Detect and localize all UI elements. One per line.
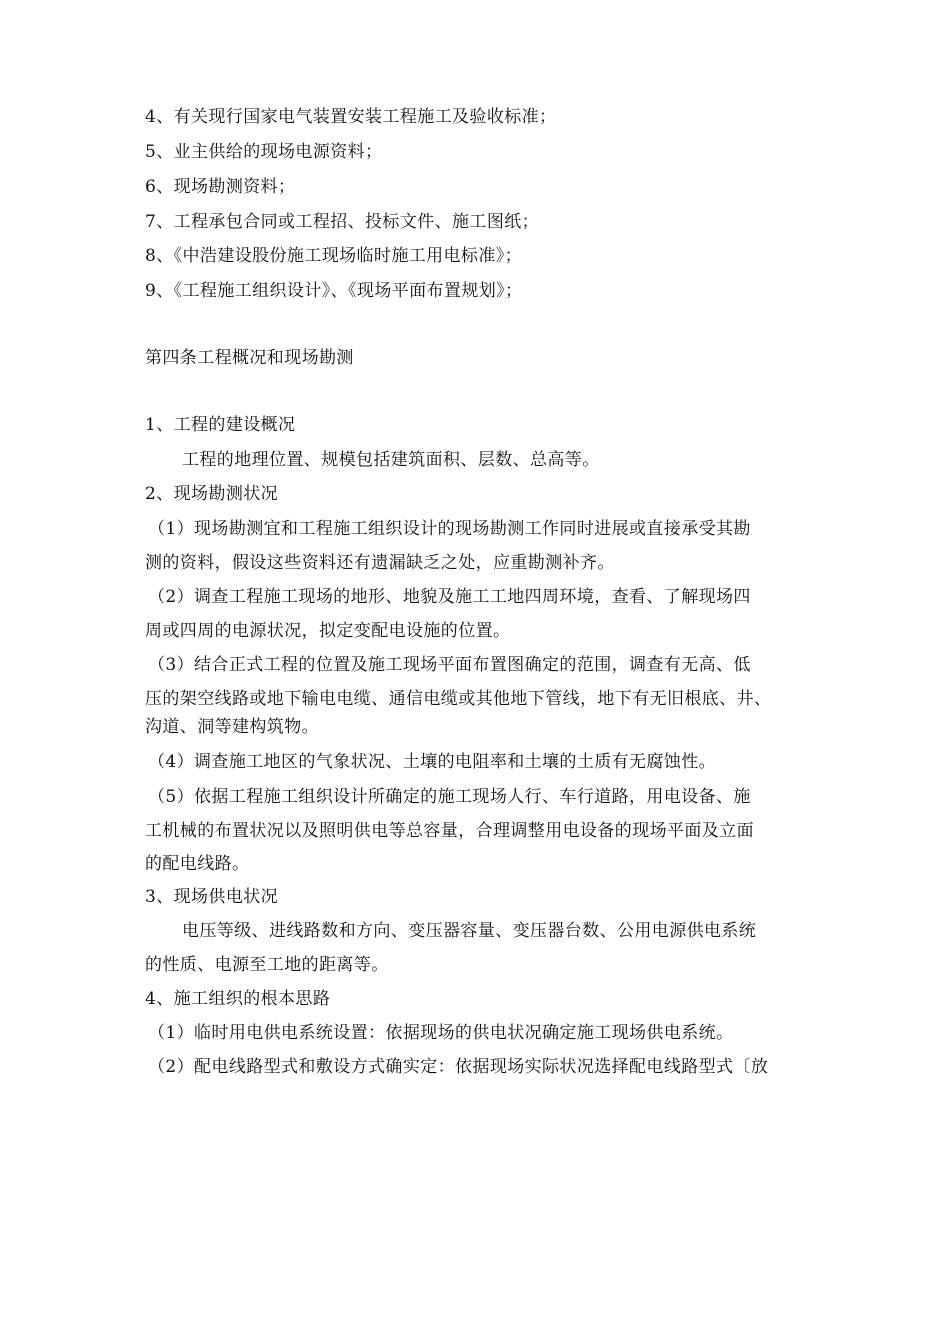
reference-item-9: 9、《工程施工组织设计》、《现场平面布置规划》；: [145, 281, 523, 301]
paragraph-text: 电压等级、进线路数和方向、变压器容量、变压器台数、公用电源供电系统: [182, 921, 757, 941]
reference-item-4: 4、有关现行国家电气装置安装工程施工及验收标准；: [145, 107, 557, 127]
paragraph-text: （4）调查施工地区的气象状况、土壤的电阻率和土壤的土质有无腐蚀性。: [148, 752, 717, 772]
paragraph-text: （2）调查工程施工现场的地形、地貌及施工工地四周环境，查看、了解现场四: [148, 587, 751, 607]
reference-item-8: 8、《中浩建设股份施工现场临时施工用电标准》；: [145, 246, 523, 266]
reference-item-6: 6、现场勘测资料；: [145, 177, 296, 197]
paragraph-text: （1）临时用电供电系统设置：依据现场的供电状况确定施工现场供电系统。: [148, 1023, 734, 1043]
paragraph-text: 压的架空线路或地下输电电缆、通信电缆或其他地下管线，地下有无旧根底、井、: [145, 689, 772, 709]
paragraph-text: （3）结合正式工程的位置及施工现场平面布置图确定的范围，调查有无高、低: [148, 655, 751, 675]
subheading-1: 1、工程的建设概况: [145, 415, 296, 435]
paragraph-text: （5）依据工程施工组织设计所确定的施工现场人行、车行道路，用电设备、施: [148, 787, 751, 807]
paragraph-text: 的配电线路。: [145, 854, 250, 874]
paragraph-text: 沟道、洞等建构筑物。: [145, 717, 319, 737]
paragraph-text: 工机械的布置状况以及照明供电等总容量，合理调整用电设备的现场平面及立面: [145, 821, 754, 841]
paragraph-text: （1）现场勘测宜和工程施工组织设计的现场勘测工作同时进展或直接承受其勘: [148, 519, 751, 539]
reference-item-5: 5、业主供给的现场电源资料；: [145, 142, 383, 162]
subheading-3: 3、现场供电状况: [145, 887, 279, 907]
reference-item-7: 7、工程承包合同或工程招、投标文件、施工图纸；: [145, 212, 540, 232]
paragraph-text: 周或四周的电源状况，拟定变配电设施的位置。: [145, 621, 511, 641]
paragraph-text: 测的资料，假设这些资料还有遗漏缺乏之处，应重勘测补齐。: [145, 553, 615, 573]
paragraph-text: 工程的地理位置、规模包括建筑面积、层数、总高等。: [182, 450, 600, 470]
paragraph-text: （2）配电线路型式和敷设方式确实定：依据现场实际状况选择配电线路型式〔放: [148, 1057, 769, 1077]
paragraph-text: 的性质、电源至工地的距离等。: [145, 955, 389, 975]
subheading-2: 2、现场勘测状况: [145, 484, 279, 504]
section-heading: 第四条工程概况和现场勘测: [145, 348, 354, 368]
subheading-4: 4、施工组织的根本思路: [145, 989, 331, 1009]
